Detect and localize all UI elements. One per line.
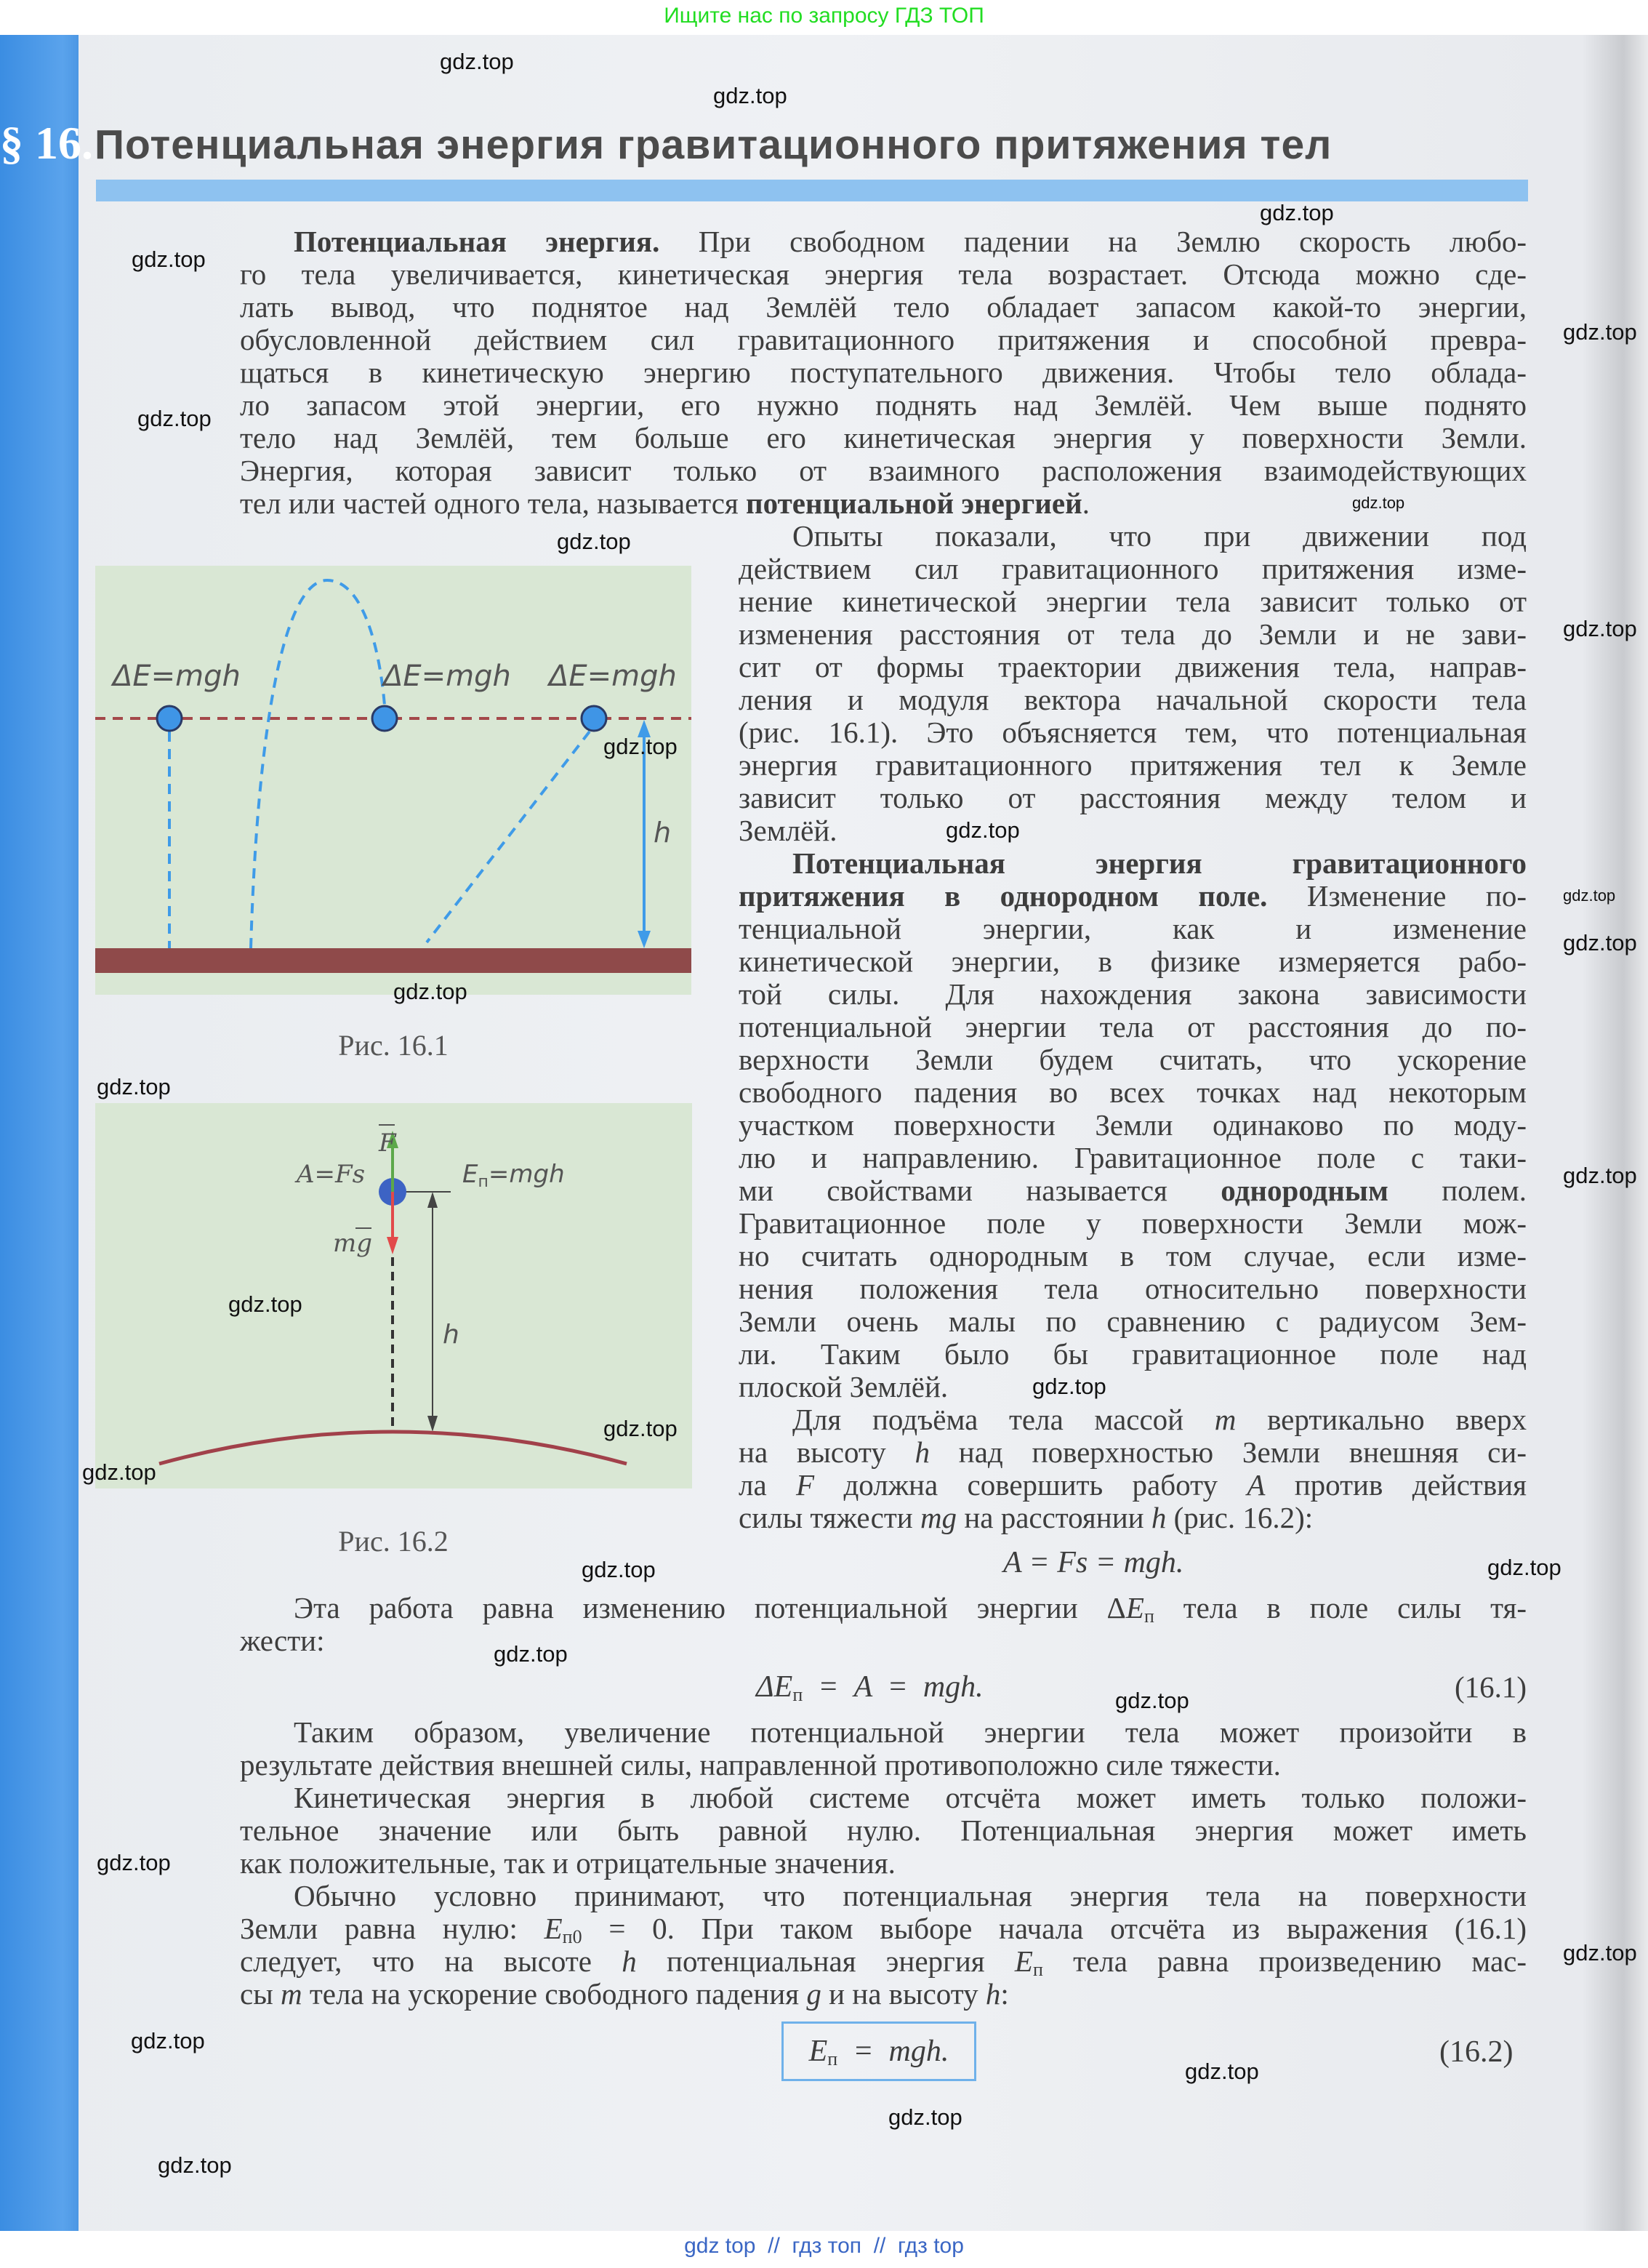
text-segment: ла <box>739 1468 797 1502</box>
formula-16-1-rhs: = A = mgh. <box>803 1670 984 1704</box>
text-line: Землёй. <box>739 814 837 847</box>
text-line <box>240 225 1527 258</box>
text-line: той силы. Для нахождения закона зависимости <box>739 977 1527 1011</box>
text-line: участком поверхности Земли одинаково по моду- <box>739 1108 1527 1142</box>
text-line <box>240 1912 1527 1945</box>
text-line <box>739 1174 1527 1207</box>
search-hint-banner: Ищите нас по запросу ГДЗ ТОП <box>664 4 984 28</box>
watermark: gdz.top <box>82 1459 156 1485</box>
text-line: нения положения тела относительно поверхности <box>739 1272 1527 1305</box>
bold-term: притяжения в однородном поле. <box>739 879 1268 913</box>
math-symbol: h <box>622 1944 637 1978</box>
watermark: gdz.top <box>1487 1555 1561 1580</box>
subscript: п <box>1032 1959 1043 1980</box>
text-segment: сы <box>240 1977 281 2011</box>
figure-background <box>95 566 691 995</box>
text-line: ло запасом этой энергии, его нужно поднять над Землёй. Чем выше поднято <box>240 388 1527 422</box>
text-segment: на расстоянии <box>957 1501 1151 1534</box>
watermark: gdz.top <box>1032 1374 1106 1399</box>
formula-16-2-rhs: = mgh. <box>837 2035 949 2068</box>
text-line: как положительные, так и отрицательные значения. <box>240 1846 896 1880</box>
text-line: нение кинетической энергии тела зависит только от <box>739 585 1527 618</box>
text-line: но считать однородным в том случае, если изме- <box>739 1239 1527 1273</box>
text-line <box>240 487 1527 520</box>
text-segment: = 0. При таком выборе начала отсчёта из выражения (16.1) <box>582 1912 1527 1945</box>
text-line: лю и направлению. Гравитационное поле с таки- <box>739 1141 1527 1174</box>
watermark: gdz.top <box>440 49 514 74</box>
text-line: лать вывод, что поднятое над Землёй тело обладает запасом какой-то энергии, <box>240 290 1527 324</box>
math-symbol: F <box>796 1468 815 1502</box>
text-segment: ми свойствами называется <box>739 1174 1221 1207</box>
formula-16-2-box <box>781 2021 976 2081</box>
text-line: результате действия внешней силы, направленной противоположно силе тяжести. <box>240 1748 1281 1782</box>
text-segment: Изменение по- <box>1267 879 1527 913</box>
math-symbol: h <box>1151 1501 1167 1534</box>
math-symbol: m <box>281 1977 302 2011</box>
work-paragraph <box>240 1592 1527 1657</box>
text-line: щаться в кинетическую энергию поступательного движения. Чтобы тело облада- <box>240 356 1527 389</box>
work-formula: A = Fs = mgh. <box>1003 1546 1184 1579</box>
bold-term: Потенциальная энергия. <box>294 225 660 258</box>
text-segment: и на высоту <box>821 1977 986 2011</box>
text-line: ли. Таким было бы гравитационное поле над <box>739 1337 1527 1371</box>
height-label: h <box>654 817 672 849</box>
subscript: п <box>1143 1606 1154 1627</box>
watermark: gdz.top <box>557 529 631 554</box>
subscript: п0 <box>562 1926 582 1947</box>
bold-term: потенциальной энергией <box>746 486 1082 520</box>
watermark: gdz.top <box>228 1291 302 1317</box>
text-line: энергия гравитационного притяжения тел к Земле <box>739 748 1527 782</box>
text-line <box>739 1502 1527 1534</box>
text-line: тенциальной энергии, как и изменение <box>739 912 1527 945</box>
text-segment: При свободном падении на Землю скорость любо- <box>659 225 1527 258</box>
math-symbol: h <box>985 1977 1001 2011</box>
math-symbol: E <box>1125 1591 1144 1624</box>
watermark: gdz.top <box>132 247 206 272</box>
watermark: gdz.top <box>1260 200 1334 225</box>
section-number: § 16. <box>0 117 93 169</box>
bold-term: однородным <box>1221 1174 1388 1207</box>
text-segment: над поверхностью Земли внешняя си- <box>930 1435 1527 1469</box>
energy-label-2: ΔE=mgh <box>383 660 511 693</box>
energy-label-3: ΔE=mgh <box>549 660 677 693</box>
text-segment: тела в поле силы тя- <box>1154 1591 1527 1624</box>
conclusion-paragraphs <box>240 1716 1527 2011</box>
watermark: gdz.top <box>582 1557 656 1582</box>
watermark: gdz.top <box>158 2152 232 2178</box>
figure-16-1-caption: Рис. 16.1 <box>338 1029 449 1062</box>
title-underline-bar <box>96 180 1528 201</box>
text-segment: Земли равна нулю: <box>240 1912 544 1945</box>
text-line: обусловленной действием сил гравитационного притяжения и способной превра- <box>240 323 1527 356</box>
height-label: h <box>443 1320 459 1350</box>
text-segment: . <box>1082 486 1090 520</box>
text-segment: тела на ускорение свободного падения <box>302 1977 807 2011</box>
text-line <box>739 1436 1527 1469</box>
text-line <box>240 1591 1527 1627</box>
footer-watermark: gdz top // гдз топ // гдз top <box>684 2234 964 2258</box>
text-line: го тела увеличивается, кинетическая энергия тела возрастает. Отсюда можно сде- <box>240 257 1527 291</box>
formula-16-1-number: (16.1) <box>1454 1670 1527 1704</box>
text-line: (рис. 16.1). Это объясняется тем, что потенциальная <box>739 716 1527 749</box>
text-line: тело над Землёй, тем больше его кинетическая энергия у поверхности Земли. <box>240 421 1527 454</box>
figure-16-1 <box>95 566 691 995</box>
watermark: gdz.top <box>1563 1940 1637 1966</box>
text-line: Кинетическая энергия в любой системе отсчёта может иметь только положи- <box>294 1781 1527 1814</box>
text-segment: тела равна произведению мас- <box>1042 1944 1527 1978</box>
text-line <box>739 880 1527 913</box>
math-symbol: m <box>1214 1403 1237 1436</box>
text-line: зависит только от расстояния между телом и <box>739 781 1527 814</box>
formula-16-1-lhs: ΔE <box>756 1670 793 1704</box>
ball-2 <box>372 706 397 731</box>
text-segment: против действия <box>1265 1468 1527 1502</box>
math-symbol: h <box>915 1435 930 1469</box>
watermark: gdz.top <box>1563 319 1637 345</box>
text-line: Таким образом, увеличение потенциальной энергии тела может произойти в <box>294 1715 1527 1749</box>
text-segment: силы тяжести <box>739 1501 920 1534</box>
text-line: плоской Землёй. <box>739 1370 949 1403</box>
watermark: gdz.top <box>603 1416 678 1441</box>
text-line <box>739 1403 1527 1436</box>
text-line: кинетической энергии, в физике измеряется рабо- <box>739 945 1527 978</box>
formula-16-2-number: (16.2) <box>1439 2035 1514 2069</box>
text-line <box>240 1978 1527 2011</box>
text-line: Земли очень малы по сравнению с радиусом Зем- <box>739 1305 1527 1338</box>
watermark: gdz.top <box>1563 1163 1637 1188</box>
text-line <box>739 1469 1527 1502</box>
watermark: gdz.top <box>97 1850 171 1875</box>
text-line: тельное значение или быть равной нулю. Потенциальная энергия может иметь <box>240 1814 1527 1847</box>
text-segment: Для подъёма тела массой <box>792 1403 1215 1436</box>
right-column-text <box>739 520 1527 1534</box>
math-symbol: E <box>544 1912 563 1945</box>
text-line: ления и модуля вектора начальной скорости тела <box>739 683 1527 716</box>
formula-16-2-lhs: E <box>808 2035 828 2068</box>
figure-16-2-caption: Рис. 16.2 <box>338 1525 449 1558</box>
watermark: gdz.top <box>1563 616 1637 641</box>
text-line <box>240 1945 1527 1978</box>
ball-1 <box>157 706 182 731</box>
math-symbol: A <box>1247 1468 1266 1502</box>
formula-16-1-sub: п <box>792 1684 803 1705</box>
watermark: gdz.top <box>494 1641 568 1667</box>
watermark: gdz.top <box>603 734 678 759</box>
text-segment: должна совершить работу <box>814 1468 1247 1502</box>
formula-16-2-sub: п <box>827 2048 838 2069</box>
watermark: gdz.top <box>97 1074 171 1099</box>
text-segment: : <box>1000 1977 1009 2011</box>
text-segment: на высоту <box>739 1435 915 1469</box>
text-line: жести: <box>240 1624 325 1657</box>
text-line: Энергия, которая зависит только от взаимного расположения взаимодействующих <box>240 454 1527 487</box>
formula-16-1 <box>756 1671 1648 1711</box>
text-segment: вертикально вверх <box>1236 1403 1527 1436</box>
page-side-stripe <box>0 35 79 2231</box>
text-line: Гравитационное поле у поверхности Земли мож- <box>739 1206 1527 1240</box>
energy-label <box>462 1160 565 1191</box>
text-segment: (рис. 16.2): <box>1166 1501 1314 1534</box>
text-line: сит от формы траектории движения тела, направ- <box>739 650 1527 684</box>
ball-3 <box>582 706 606 731</box>
text-line: верхности Земли будем считать, что ускорение <box>739 1043 1527 1076</box>
math-symbol: mg <box>920 1501 957 1534</box>
figure-16-2 <box>95 1103 692 1488</box>
math-symbol: E <box>1014 1944 1033 1978</box>
watermark: gdz.top <box>1352 494 1405 512</box>
text-line: потенциальной энергии тела от расстояния до по- <box>739 1010 1527 1043</box>
watermark: gdz.top <box>1185 2059 1259 2084</box>
section-title: Потенциальная энергия гравитационного притяжения тел <box>95 121 1333 168</box>
watermark: gdz.top <box>137 406 212 431</box>
energy-label-rhs: =mgh <box>488 1160 565 1189</box>
text-segment: следует, что на высоте <box>240 1944 622 1978</box>
watermark: gdz.top <box>1563 886 1616 905</box>
bold-term: Потенциальная энергия гравитационного <box>792 846 1527 880</box>
watermark: gdz.top <box>1563 930 1637 955</box>
text-line: свободного падения во всех точках над некоторым <box>739 1075 1527 1109</box>
math-symbol: g <box>806 1977 821 2011</box>
text-line: действием сил гравитационного притяжения изме- <box>739 552 1527 585</box>
section-heading <box>0 116 1332 170</box>
ground <box>95 948 691 973</box>
watermark: gdz.top <box>946 817 1020 843</box>
watermark: gdz.top <box>131 2028 205 2053</box>
text-segment: Эта работа равна изменению потенциальной энергии Δ <box>294 1591 1126 1624</box>
watermark: gdz.top <box>1115 1688 1189 1713</box>
force-label: F <box>379 1129 396 1158</box>
text-segment: потенциальная энергия <box>636 1944 1015 1978</box>
text-line: изменения расстояния от тела до Земли и не зави- <box>739 617 1527 651</box>
energy-label-lhs: E <box>462 1160 478 1189</box>
work-label: A=Fs <box>297 1160 366 1189</box>
text-segment: тел или частей одного тела, называется <box>240 486 746 520</box>
text-line <box>739 847 1527 880</box>
watermark: gdz.top <box>393 979 467 1004</box>
intro-paragraph <box>240 225 1527 520</box>
text-line: Обычно условно принимают, что потенциальная энергия тела на поверхности <box>294 1879 1527 1912</box>
text-segment: полем. <box>1388 1174 1527 1207</box>
energy-label-sub: п <box>478 1173 489 1191</box>
watermark: gdz.top <box>888 2104 962 2130</box>
energy-label-1: ΔE=mgh <box>113 660 241 693</box>
gravity-label: mg <box>333 1229 373 1258</box>
watermark: gdz.top <box>713 83 787 108</box>
text-line: Опыты показали, что при движении под <box>792 519 1527 553</box>
